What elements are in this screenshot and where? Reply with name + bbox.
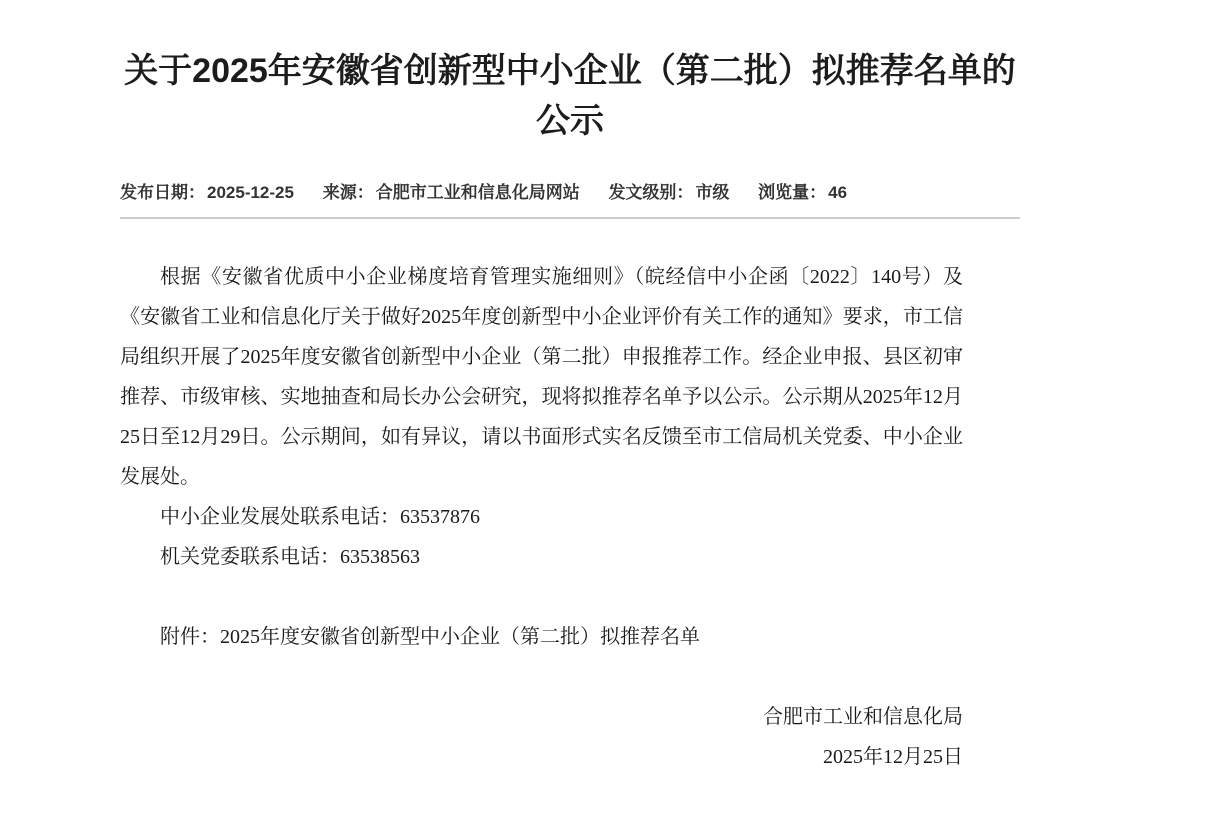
meta-source-value: 合肥市工业和信息化局网站 bbox=[375, 183, 580, 202]
meta-doc-level bbox=[608, 183, 729, 203]
meta-doc-level-label: 发文级别： bbox=[608, 183, 694, 202]
contact-phone-party-line: 机关党委联系电话：63538563 bbox=[160, 546, 420, 568]
meta-view-count-label: 浏览量： bbox=[758, 183, 827, 202]
meta-source-label: 来源： bbox=[322, 183, 374, 202]
spacer bbox=[120, 657, 963, 697]
contact-phone-smb-line: 中小企业发展处联系电话：63537876 bbox=[160, 506, 480, 528]
spacer bbox=[120, 577, 963, 617]
page-title-line-2: 公示 bbox=[536, 102, 604, 140]
signature-date: 2025年12月25日 bbox=[823, 746, 963, 768]
article-body bbox=[120, 257, 963, 777]
meta-bar bbox=[120, 183, 1020, 203]
page-title-line-1: 关于2025年安徽省创新型中小企业（第二批）拟推荐名单的 bbox=[124, 52, 1016, 90]
meta-source bbox=[323, 183, 580, 203]
announcement-article bbox=[120, 0, 1020, 777]
body-paragraph: 根据《安徽省优质中小企业梯度培育管理实施细则》（皖经信中小企函〔2022〕140号）及《安徽省工业和信息化厅关于做好2025年度创新型中小企业评价有关工作的通知》要求，市工信局组织开展了2025年度安徽省创新型中小企业（第二批）申报推荐工作。经企业申报、县区初审推荐、市级审核、实地抽查和局长办公会研究，现将拟推荐名单予以公示。公示期从2025年12月25日至12月29日。公示期间，如有异议，请以书面形式实名反馈至市工信局机关党委、中小企业发展处。 bbox=[120, 266, 963, 488]
meta-publish-date-value: 2025-12-25 bbox=[207, 183, 294, 202]
page-title bbox=[120, 0, 1020, 146]
meta-doc-level-value: 市级 bbox=[695, 183, 730, 202]
meta-publish-date-label: 发布日期： bbox=[120, 183, 205, 202]
meta-view-count bbox=[758, 183, 847, 203]
attachment-line: 附件：2025年度安徽省创新型中小企业（第二批）拟推荐名单 bbox=[160, 626, 700, 648]
meta-publish-date bbox=[120, 183, 294, 203]
meta-view-count-value: 46 bbox=[828, 183, 848, 202]
signature-org: 合肥市工业和信息化局 bbox=[763, 706, 963, 728]
divider bbox=[120, 217, 1020, 219]
